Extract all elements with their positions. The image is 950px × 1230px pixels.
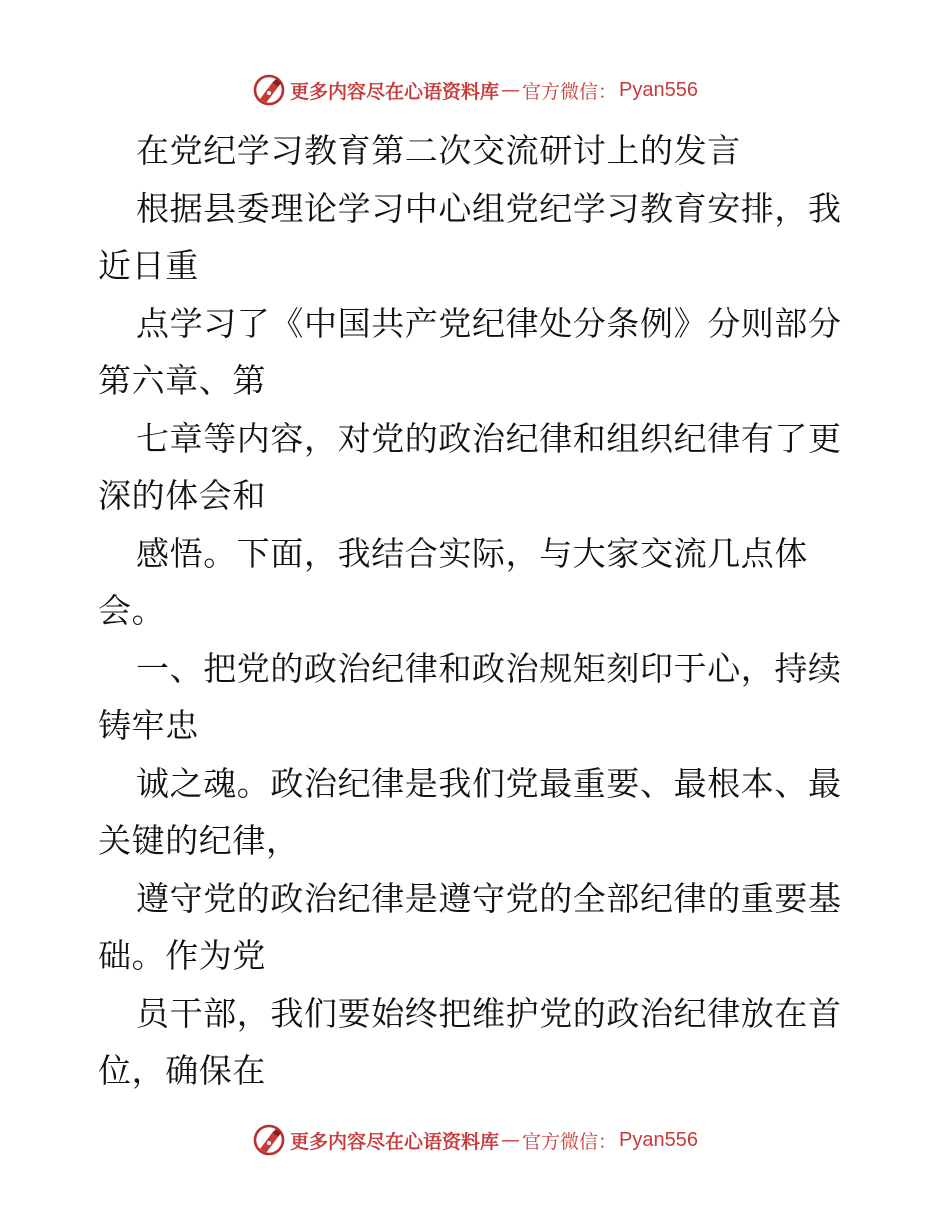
text-line: 位，确保在 (98, 1051, 266, 1090)
header-banner (0, 70, 950, 110)
footer-banner (0, 1120, 950, 1160)
text-line: 第六章、第 (98, 361, 266, 400)
banner-separator: — (501, 1129, 521, 1151)
text-line: 遵守党的政治纪律是遵守党的全部纪律的重要基 (136, 878, 842, 918)
text-line: 近日重 (98, 246, 199, 285)
text-line: 深的体会和 (98, 476, 266, 515)
text-line: 七章等内容，对党的政治纪律和组织纪律有了更 (136, 418, 842, 458)
document-body (98, 122, 858, 1100)
text-line: 感悟。下面，我结合实际，与大家交流几点体 (136, 533, 808, 573)
pen-nib-logo-icon (252, 73, 286, 107)
document-title: 在党纪学习教育第二次交流研讨上的发言 (136, 131, 741, 170)
text-line: 诚之魂。政治纪律是我们党最重要、最根本、最 (136, 763, 842, 803)
banner-separator: — (501, 79, 521, 101)
text-line: 铸牢忠 (98, 706, 199, 745)
text-line: 础。作为党 (98, 936, 266, 975)
text-line: 员干部，我们要始终把维护党的政治纪律放在首 (136, 993, 842, 1033)
text-line: 会。 (98, 591, 166, 630)
banner-wechat-id: Pyan556 (619, 1128, 698, 1151)
banner-wechat-label: 官方微信： (522, 80, 618, 103)
text-line: 关键的纪律， (98, 821, 300, 860)
pen-nib-logo-icon (252, 1123, 286, 1157)
banner-wechat-label: 官方微信： (522, 1130, 618, 1153)
banner-wechat-id: Pyan556 (619, 78, 698, 101)
banner-text: 更多内容尽在心语资料库 (290, 1130, 500, 1153)
text-line: 点学习了《中国共产党纪律处分条例》分则部分 (136, 303, 842, 343)
section-heading: 一、把党的政治纪律和政治规矩刻印于心，持续 (136, 648, 842, 688)
banner-text: 更多内容尽在心语资料库 (290, 80, 500, 103)
text-line: 根据县委理论学习中心组党纪学习教育安排，我 (136, 188, 842, 228)
